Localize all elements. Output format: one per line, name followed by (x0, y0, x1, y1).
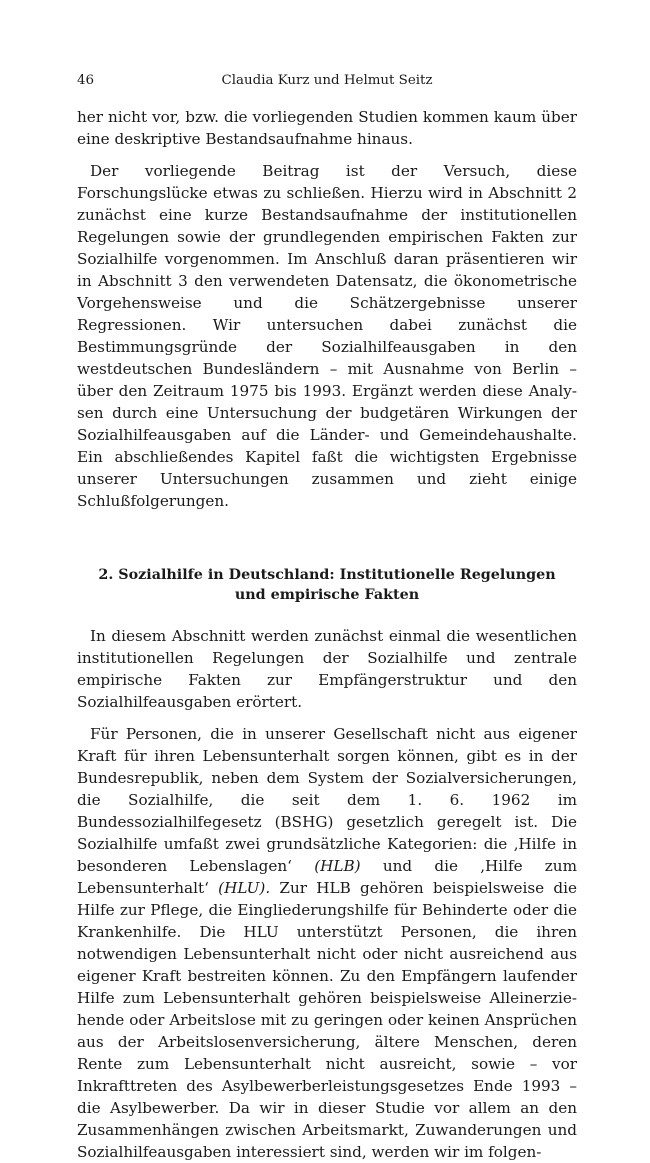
paragraph-text-part-3: Zur HLB gehören beispielsweise die Hilfe zur Pflege, die Eingliederungshilfe für Behinderte oder die Krankenhilfe. Die HLU unterstützt Personen, die ihren notwendigen Lebensunterhalt nicht oder nicht ausreichend aus eigener Kraft bestreiten können. Zu den Empfängern laufender Hilfe zum Lebensunterhalt gehören beispielsweise Alleinerziehende oder Arbeitslose mit zu geringen oder keinen Ansprüchen aus der Arbeitslosenversicherung, ältere Menschen, deren Rente zum Lebensunterhalt nicht ausreicht, sowie – vor Inkrafttreten des Asylbewerberleistungsgesetzes Ende 1993 – die Asylbewerber. Da wir in dieser Studie vor allem an den Zusammenhängen zwischen Arbeitsmarkt, Zuwanderungen und Sozialhilfeausgaben interessiert sind, werden wir im folgen- (77, 879, 577, 1161)
abbreviation-hlb: (HLB) (314, 857, 361, 875)
section-heading-line-2: und empirische Fakten (234, 587, 420, 603)
running-head (77, 72, 577, 90)
running-title: Claudia Kurz und Helmut Seitz (221, 73, 433, 88)
paragraph-section-intro: In diesem Abschnitt werden zunächst einmal die wesentlichen institutionellen Regelungen der Sozialhilfe und zentrale empirische Fakten zur Empfängerstruktur und den Sozialhilfeausgaben erörtert. (77, 627, 577, 711)
paragraph-continuation: her nicht vor, bzw. die vorliegenden Studien kommen kaum über eine deskriptive Bestandsaufnahme hinaus. (77, 108, 577, 148)
section-heading (77, 565, 577, 605)
paragraph-sozialhilfe (77, 723, 577, 1163)
paragraph-text-part-2: und die ‚Hilfe zum Lebensunterhalt‘ (77, 857, 577, 897)
abbreviation-hlu: (HLU). (218, 879, 271, 897)
paragraph-contribution: Der vorliegende Beitrag ist der Versuch, diese Forschungslücke etwas zu schließen. Hierzu wird in Abschnitt 2 zunächst eine kurze Bestandsaufnahme der institutionellen Regelungen sowie der grundlegenden empirischen Fakten zur Sozialhilfe vorgenommen. Im Anschluß daran präsentieren wir in Abschnitt 3 den verwendeten Datensatz, die ökonometrische Vorgehensweise und die Schätzergebnisse unserer Regressionen. Wir untersuchen dabei zunächst die Bestimmungsgründe der Sozialhilfeausgaben in den westdeutschen Bundesländern – mit Ausnahme von Berlin – über den Zeitraum 1975 bis 1993. Ergänzt werden diese Analysen durch eine Untersuchung der budgetären Wirkungen der Sozialhilfeausgaben auf die Länder- und Gemeindehaushalte. Ein abschließendes Kapitel faßt die wichtigsten Ergebnisse unserer Untersuchungen zusammen und zieht einige Schlußfolgerungen. (77, 162, 577, 510)
paragraph-text-part-1: Für Personen, die in unserer Gesellschaft nicht aus eigener Kraft für ihren Lebensunterhalt sorgen können, gibt es in der Bundesrepublik, neben dem System der Sozialversicherungen, die Sozialhilfe, die seit dem 1. 6. 1962 im Bundessozialhilfegesetz (BSHG) gesetzlich geregelt ist. Die Sozialhilfe umfaßt zwei grundsätzliche Kategorien: die ‚Hilfe in besonderen Lebenslagen‘ (77, 725, 577, 875)
section-heading-line-1: 2. Sozialhilfe in Deutschland: Institutionelle Regelungen (98, 567, 556, 583)
page-number: 46 (77, 73, 95, 88)
